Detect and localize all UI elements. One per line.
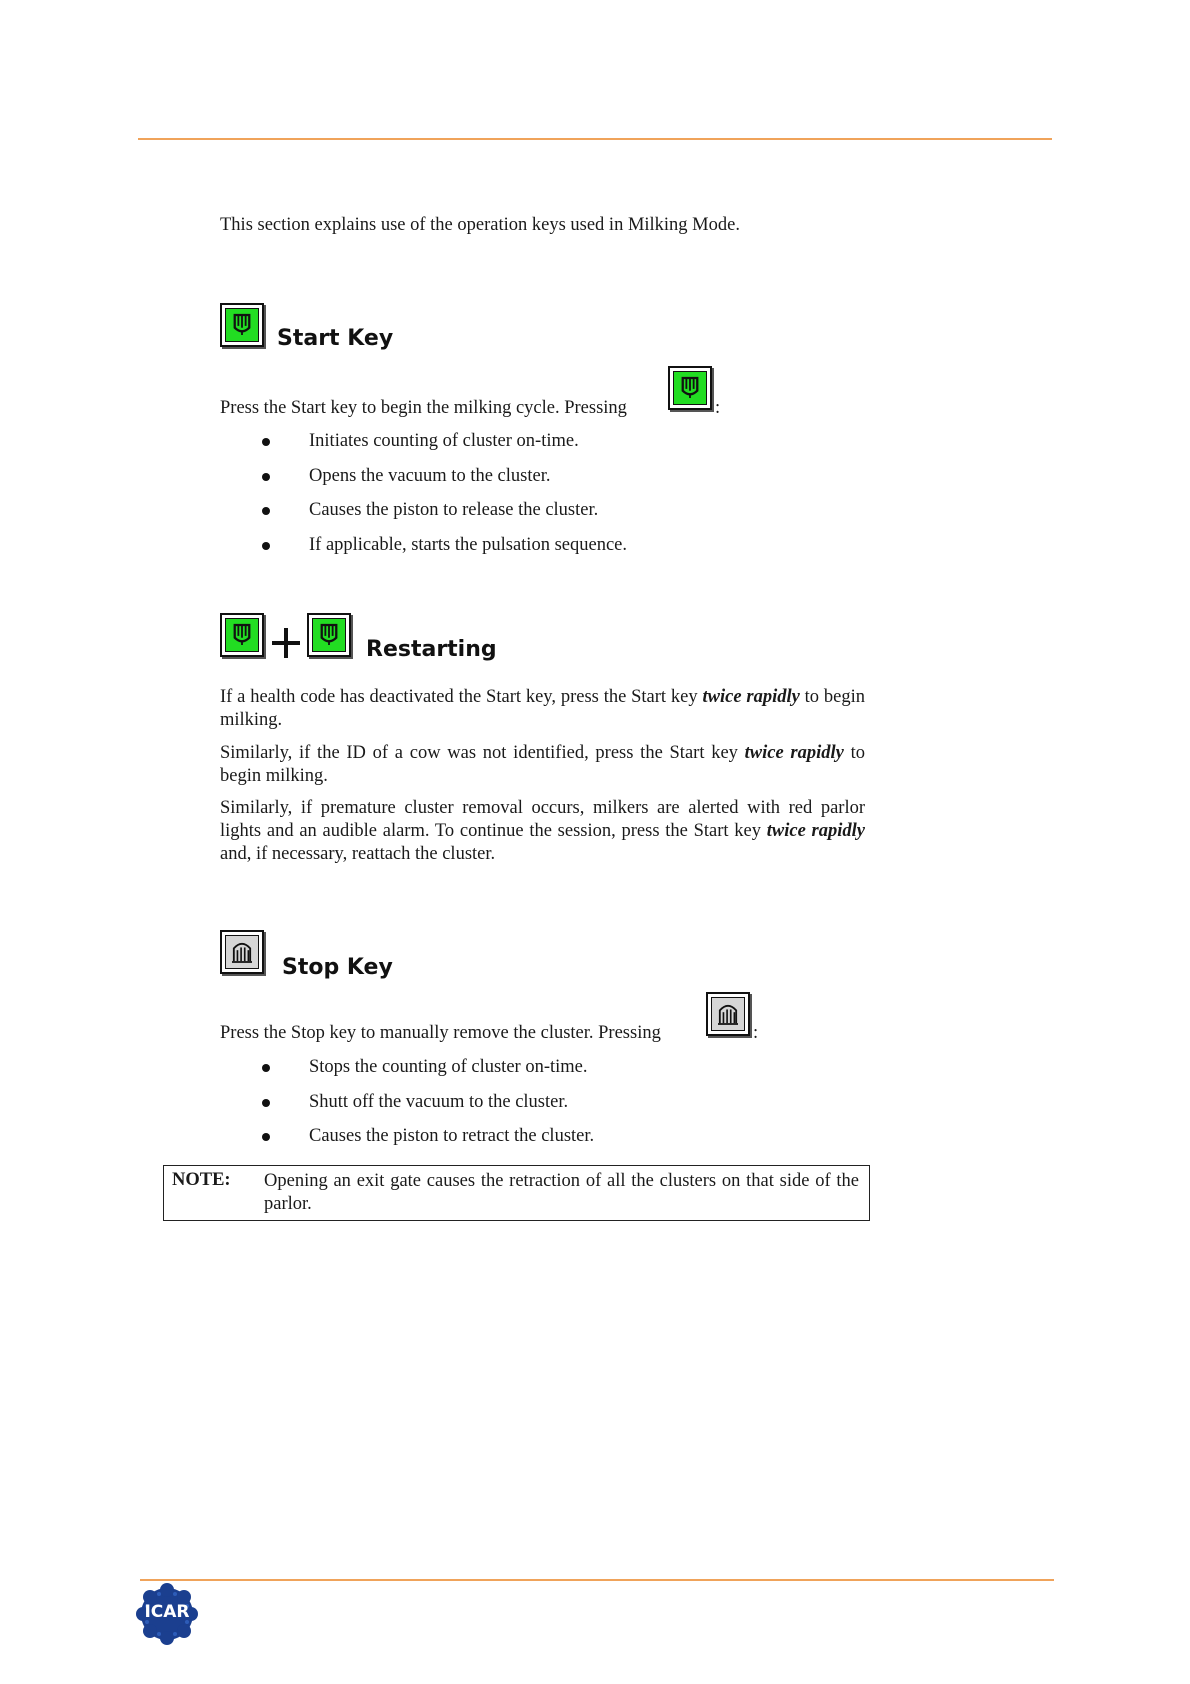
stop-key-lead-colon: : [753, 1023, 759, 1043]
plus-icon [272, 628, 302, 658]
restarting-heading: Restarting [366, 637, 497, 662]
stop-key-heading: Stop Key [282, 955, 393, 980]
bullet [262, 1099, 270, 1107]
start-key-icon [220, 613, 264, 657]
bullet [262, 438, 270, 446]
stop-key-icon [220, 930, 264, 974]
start-key-icon [220, 303, 264, 347]
bullet [262, 507, 270, 515]
restart-paragraph-3: Similarly, if premature cluster removal occurs, milkers are alerted with red parlor lights and an audible alarm. To continue the session, press the Start key twice rapidly and, if necessary, reattach the cluster. [220, 798, 865, 864]
restart-paragraph-2: Similarly, if the ID of a cow was not identified, press the Start key twice rapidly to begin milking. [220, 743, 866, 786]
start-key-icon [668, 366, 712, 410]
bullet [262, 542, 270, 550]
stop-key-icon [706, 992, 750, 1036]
bullet [262, 1064, 270, 1072]
note-box [163, 1165, 870, 1221]
bullet [262, 1133, 270, 1141]
start-bullet-3: Causes the piston to release the cluster. [309, 500, 599, 520]
start-bullet-2: Opens the vacuum to the cluster. [309, 466, 551, 486]
logo-text: ICAR [144, 1602, 190, 1622]
note-text: Opening an exit gate causes the retraction of all the clusters on that side of the parlor. [264, 1171, 859, 1214]
header-rule [138, 138, 1052, 140]
start-bullet-1: Initiates counting of cluster on-time. [309, 431, 579, 451]
intro-text: This section explains use of the operation keys used in Milking Mode. [220, 215, 740, 235]
start-key-icon [307, 613, 351, 657]
start-key-heading: Start Key [277, 326, 394, 351]
footer-rule [140, 1579, 1054, 1581]
icar-logo [135, 1582, 199, 1646]
start-key-lead-colon: : [715, 398, 721, 418]
stop-bullet-3: Causes the piston to retract the cluster. [309, 1126, 595, 1146]
stop-bullet-2: Shutt off the vacuum to the cluster. [309, 1092, 569, 1112]
restart-paragraph-1: If a health code has deactivated the Start key, press the Start key twice rapidly to begin milking. [220, 687, 865, 730]
note-label: NOTE: [172, 1170, 231, 1190]
bullet [262, 473, 270, 481]
start-bullet-4: If applicable, starts the pulsation sequence. [309, 535, 627, 555]
stop-key-lead: Press the Stop key to manually remove the cluster. Pressing [220, 1023, 661, 1043]
stop-bullet-1: Stops the counting of cluster on-time. [309, 1057, 588, 1077]
start-key-lead: Press the Start key to begin the milking cycle. Pressing [220, 398, 627, 418]
